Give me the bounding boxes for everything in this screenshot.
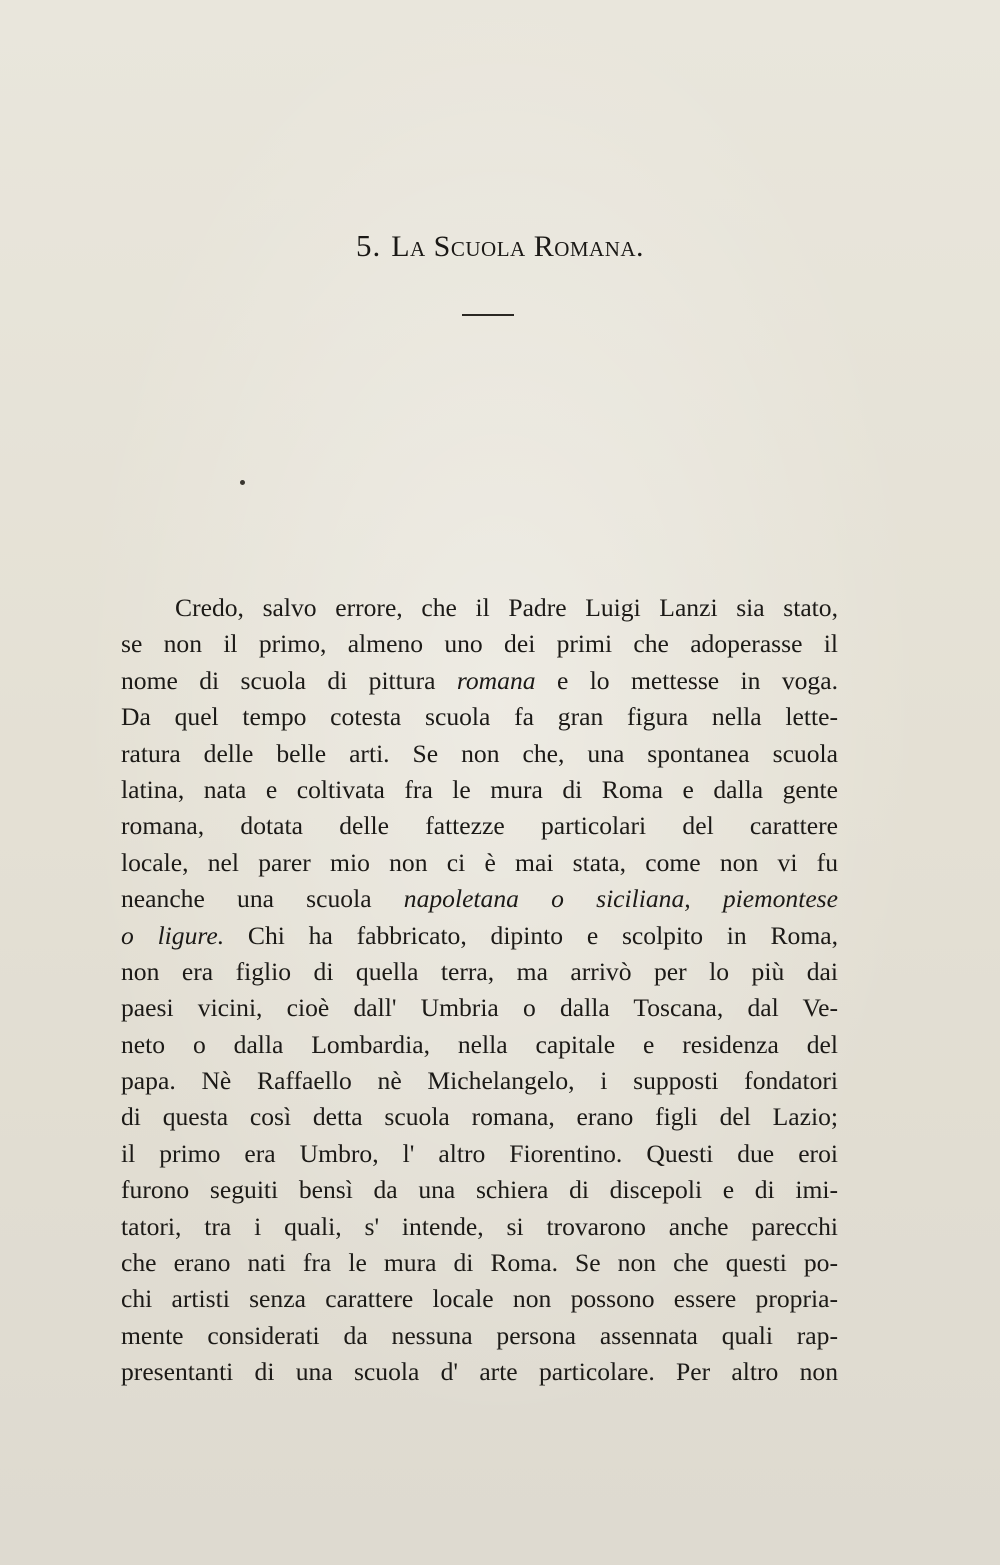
text-segment: tatori, tra i quali, s' intende, si trovarono anche parecchi [121,1211,838,1241]
ink-speck [240,480,245,485]
section-title-text: La Scuola Romana. [391,230,645,263]
text-line [121,918,838,954]
body-paragraph [121,590,838,1387]
text-segment: chi artisti senza carattere locale non possono essere propria- [121,1284,838,1314]
text-segment: furono seguiti bensì da una schiera di discepoli e di imi- [121,1175,838,1205]
section-title [0,228,1000,264]
text-line [121,1136,838,1172]
text-line [121,1027,838,1063]
text-segment: ratura delle belle arti. Se non che, una spontanea scuola [121,738,838,768]
text-line [121,1281,838,1317]
text-segment: Credo, salvo errore, che il Padre Luigi Lanzi sia stato, [175,593,838,622]
text-line [121,845,838,881]
text-segment: mente considerati da nessuna persona assennata quali rap- [121,1320,838,1350]
text-segment: il primo era Umbro, l' altro Fiorentino. Questi due eroi [121,1138,838,1168]
text-line [121,1209,838,1245]
text-segment: neto o dalla Lombardia, nella capitale e residenza del [121,1029,838,1059]
text-line [121,1063,838,1099]
text-line [121,626,838,662]
text-segment: paesi vicini, cioè dall' Umbria o dalla Toscana, dal Ve- [121,993,838,1023]
text-line [121,699,838,735]
text-line [121,1318,838,1354]
text-segment: latina, nata e coltivata fra le mura di Roma e dalla gente [121,774,838,804]
section-number: 5. [355,228,382,263]
text-line [121,772,838,808]
text-line [121,1172,838,1208]
text-segment: non era figlio di quella terra, ma arrivò per lo più dai [121,956,838,986]
text-line [121,663,838,699]
title-rule-divider [462,314,514,316]
text-segment: di questa così detta scuola romana, erano figli del Lazio; [121,1102,838,1132]
text-segment: e lo mettesse in voga. [535,665,838,695]
italic-text-segment: o ligure. [121,920,225,950]
text-line [121,881,838,917]
text-segment: presentanti di una scuola d' arte particolare. Per altro non [121,1357,838,1387]
text-line [121,1099,838,1135]
text-segment: Chi ha fabbricato, dipinto e scolpito in Roma, [224,920,838,950]
text-segment: papa. Nè Raffaello nè Michelangelo, i supposti fondatori [121,1066,838,1096]
text-line [121,990,838,1026]
text-segment: che erano nati fra le mura di Roma. Se non che questi po- [121,1248,838,1278]
text-segment: neanche una scuola [121,884,404,914]
text-line [121,590,838,626]
text-segment: se non il primo, almeno uno dei primi che adoperasse il [121,629,838,659]
text-segment: romana, dotata delle fattezze particolari del carattere [121,811,838,841]
text-line [121,1245,838,1281]
italic-text-segment: napoletana o siciliana, piemontese [403,884,838,914]
text-line [121,736,838,772]
italic-text-segment: romana [456,665,536,695]
text-line [121,808,838,844]
text-segment: nome di scuola di pittura [121,665,457,695]
text-segment: locale, nel parer mio non ci è mai stata, come non vi fu [121,847,838,877]
text-segment: Da quel tempo cotesta scuola fa gran figura nella lette- [121,702,838,732]
text-line [121,1354,838,1390]
text-line [121,954,838,990]
